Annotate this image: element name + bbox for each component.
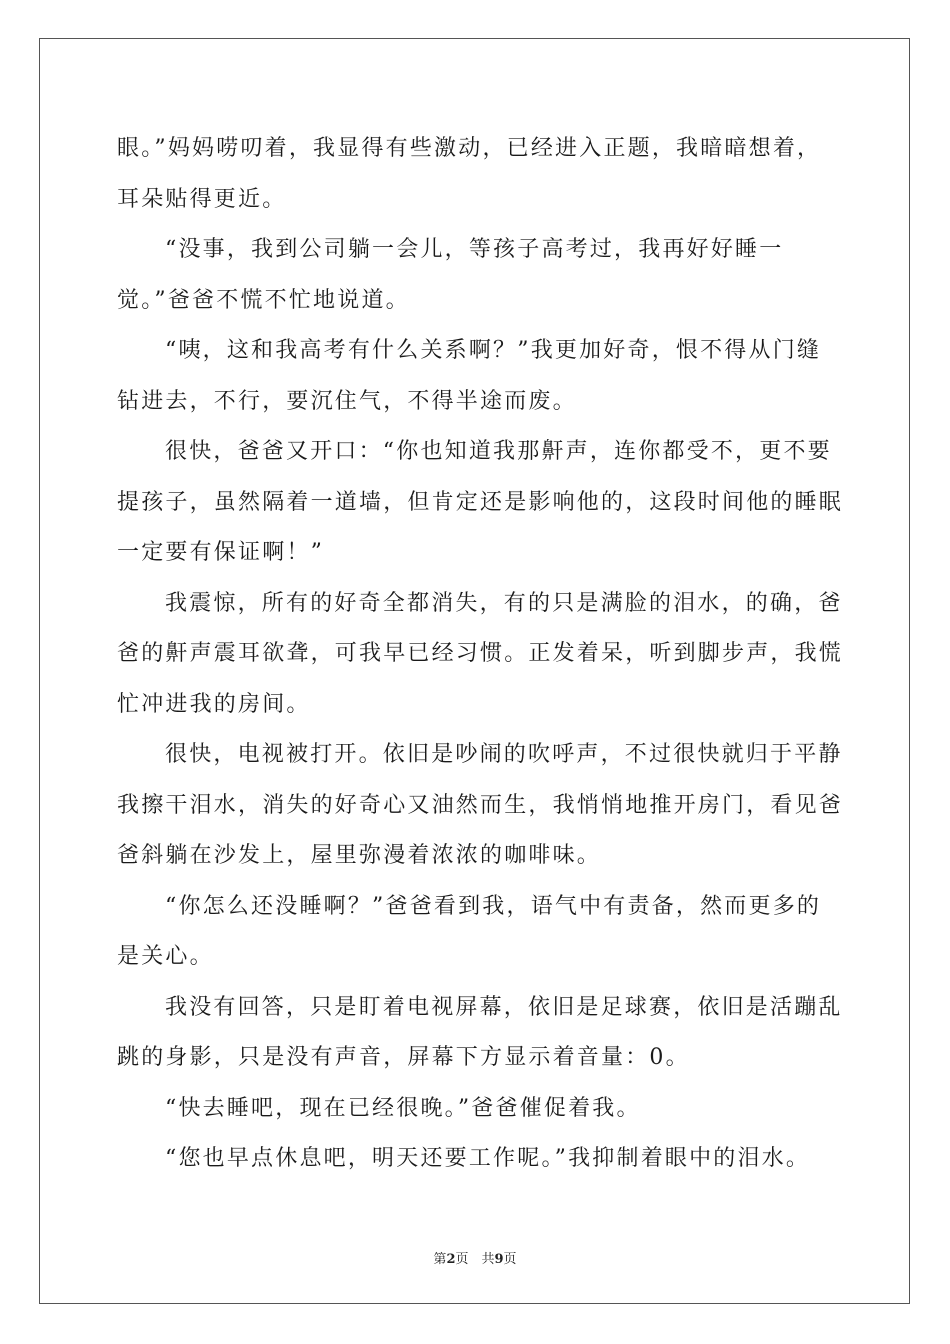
text-line: 爸斜躺在沙发上，屋里弥漫着浓浓的咖啡味。: [117, 843, 602, 868]
page-footer: [0, 1248, 950, 1267]
text-line: 耳朵贴得更近。: [117, 186, 287, 212]
text-line: 是关心。: [117, 944, 214, 969]
footer-middle: 页 共: [455, 1252, 495, 1267]
text-line: “您也早点休息吧，明天还要工作呢。”我抑制着眼中的泪水。: [165, 1146, 811, 1171]
document-body: [117, 124, 844, 1185]
text-line: 很快，爸爸又开口：“你也知道我那鼾声，连你都受不，更不要: [165, 439, 832, 464]
text-line: “咦，这和我高考有什么关系啊？”我更加好奇，恨不得从门缝: [165, 338, 822, 363]
text-line: 眼。”妈妈唠叨着，我显得有些激动，已经进入正题，我暗暗想着，: [117, 136, 822, 161]
footer-prefix: 第: [433, 1252, 447, 1267]
text-line: 跳的身影，只是没有声音，屏幕下方显示着音量：0。: [117, 1045, 690, 1070]
text-line: 忙冲进我的房间。: [117, 691, 311, 717]
text-line: 提孩子，虽然隔着一道墙，但肯定还是影响他的，这段时间他的睡眠: [117, 489, 844, 515]
current-page-number: 2: [446, 1252, 456, 1267]
text-line: “没事，我到公司躺一会儿，等孩子高考过，我再好好睡一: [165, 237, 784, 262]
text-line: “你怎么还没睡啊？”爸爸看到我，语气中有责备，然而更多的: [165, 893, 822, 919]
text-line: 觉。”爸爸不慌不忙地说道。: [117, 287, 410, 313]
text-line: 我没有回答，只是盯着电视屏幕，依旧是足球赛，依旧是活蹦乱: [165, 994, 843, 1020]
text-line: 我震惊，所有的好奇全都消失，有的只是满脸的泪水，的确，爸: [165, 590, 843, 616]
total-page-number: 9: [494, 1252, 504, 1267]
text-line: “快去睡吧，现在已经很晚。”爸爸催促着我。: [165, 1095, 641, 1121]
text-line: 一定要有保证啊！”: [117, 540, 325, 565]
footer-suffix: 页: [503, 1252, 517, 1267]
text-line: 很快，电视被打开。依旧是吵闹的吹呼声，不过很快就归于平静: [165, 742, 843, 767]
text-line: 钻进去，不行，要沉住气，不得半途而废。: [117, 388, 577, 414]
text-line: 我擦干泪水，消失的好奇心又油然而生，我悄悄地推开房门，看见爸: [117, 792, 844, 818]
text-line: 爸的鼾声震耳欲聋，可我早已经习惯。正发着呆，听到脚步声，我慌: [117, 641, 844, 666]
